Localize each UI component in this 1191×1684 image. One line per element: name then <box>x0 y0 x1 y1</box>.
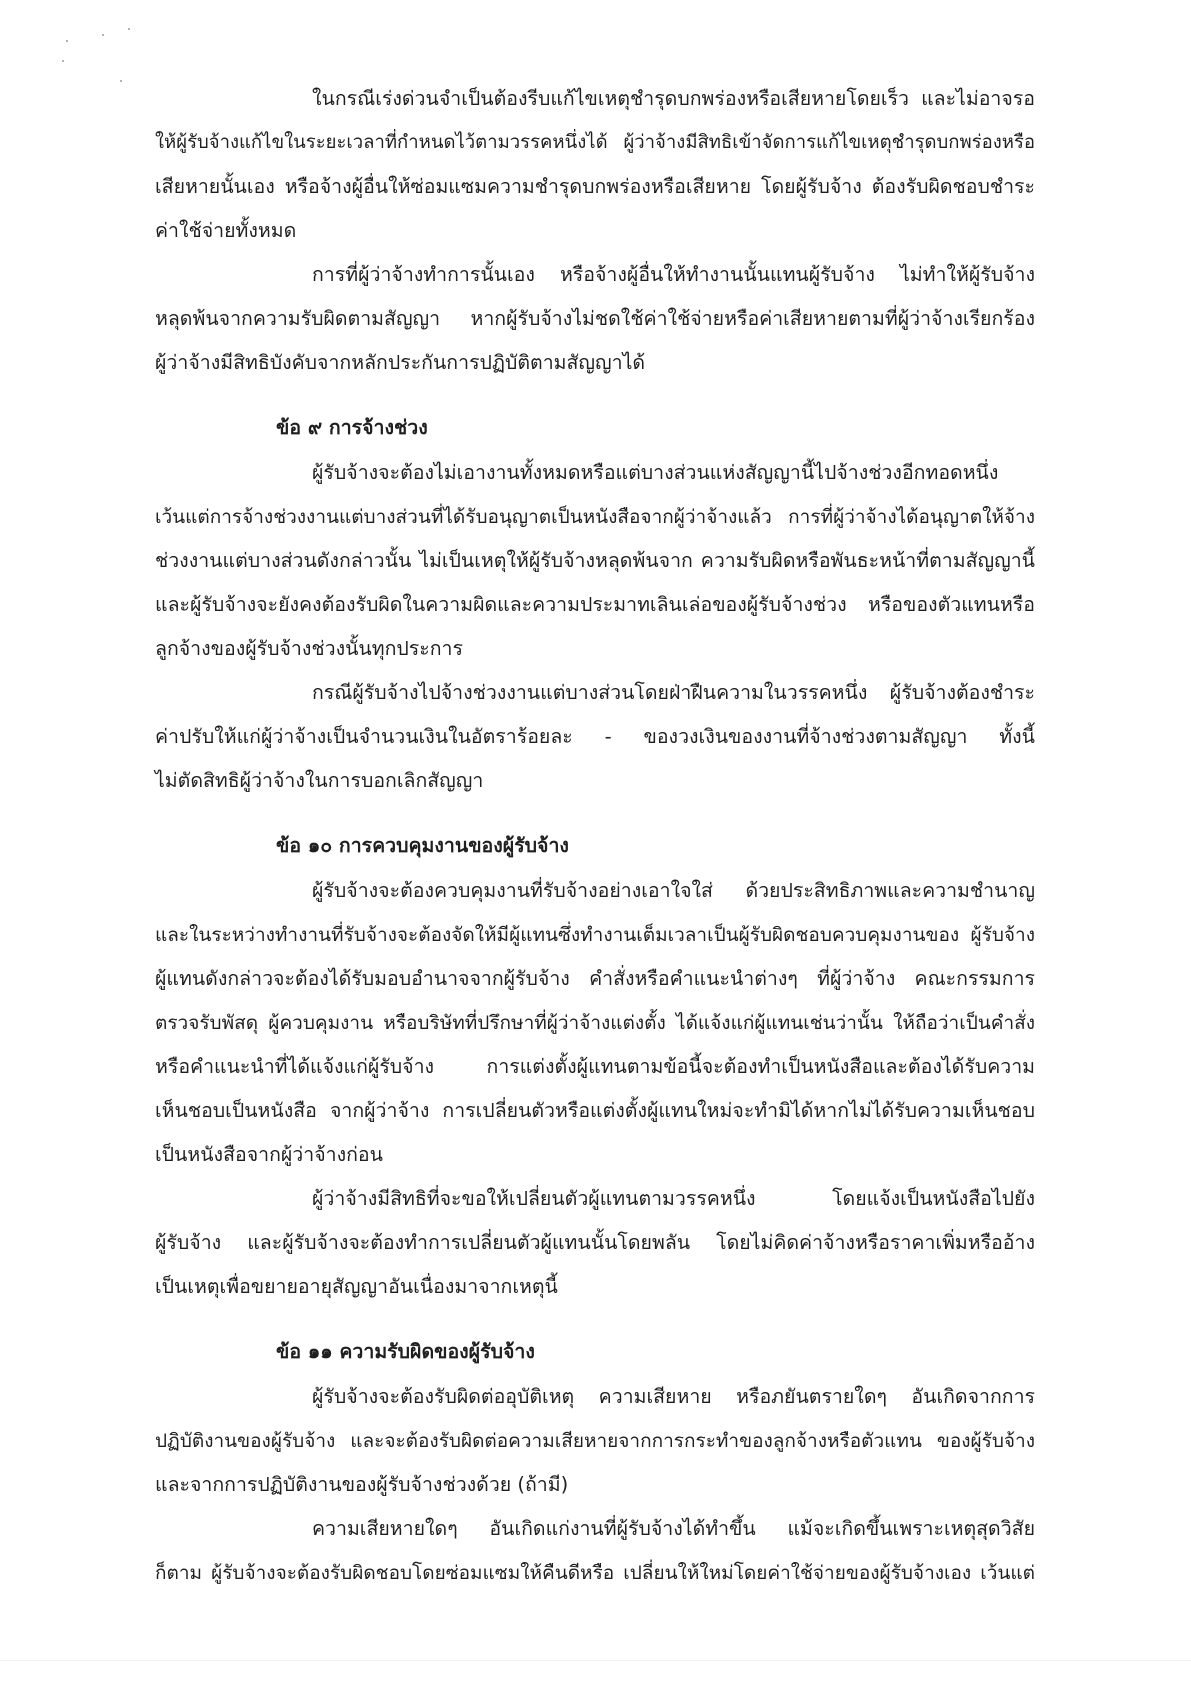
paragraph-line: ผู้แทนดังกล่าวจะต้องได้รับมอบอำนาจจากผู้รับจ้าง คำสั่งหรือคำแนะนำต่างๆ ที่ผู้ว่าจ้าง คณะกรรมการ <box>155 967 1035 990</box>
paragraph-line: การที่ผู้ว่าจ้างทำการนั้นเอง หรือจ้างผู้อื่นให้ทำงานนั้นแทนผู้รับจ้าง ไม่ทำให้ผู้รับจ้าง <box>312 263 1035 286</box>
paragraph-line: ความเสียหายใดๆ อันเกิดแก่งานที่ผู้รับจ้างได้ทำขึ้น แม้จะเกิดขึ้นเพราะเหตุสุดวิสัย <box>312 1517 1035 1540</box>
paragraph-line: กรณีผู้รับจ้างไปจ้างช่วงงานแต่บางส่วนโดยฝ่าฝืนความในวรรคหนึ่ง ผู้รับจ้างต้องชำระ <box>312 681 1035 704</box>
section-heading: ข้อ ๑๑ ความรับผิดของผู้รับจ้าง <box>276 1340 535 1363</box>
scan-speck <box>128 28 130 30</box>
paragraph-line: ผู้รับจ้างจะต้องรับผิดต่ออุบัติเหตุ ความเสียหาย หรือภยันตรายใดๆ อันเกิดจากการ <box>312 1385 1035 1408</box>
paragraph-line: เป็นเหตุเพื่อขยายอายุสัญญาอันเนื่องมาจากเหตุนี้ <box>155 1275 558 1298</box>
paragraph-line: ลูกจ้างของผู้รับจ้างช่วงนั้นทุกประการ <box>155 637 463 660</box>
paragraph-line: ผู้รับจ้างจะต้องไม่เอางานทั้งหมดหรือแต่บางส่วนแห่งสัญญานี้ไปจ้างช่วงอีกทอดหนึ่ง <box>312 461 999 484</box>
paragraph-line: และในระหว่างทำงานที่รับจ้างจะต้องจัดให้มีผู้แทนซึ่งทำงานเต็มเวลาเป็นผู้รับผิดชอบควบคุมงานของ ผู้รับจ้าง <box>155 924 1035 946</box>
scan-speck <box>62 60 64 62</box>
section-heading: ข้อ ๙ การจ้างช่วง <box>276 416 428 439</box>
paragraph-line: ก็ตาม ผู้รับจ้างจะต้องรับผิดชอบโดยซ่อมแซมให้คืนดีหรือ เปลี่ยนให้ใหม่โดยค่าใช้จ่ายของผู้รับจ้างเอง เว้นแต่ <box>155 1562 1035 1584</box>
paragraph-line: ในกรณีเร่งด่วนจำเป็นต้องรีบแก้ไขเหตุชำรุดบกพร่องหรือเสียหายโดยเร็ว และไม่อาจรอ <box>312 87 1035 110</box>
paragraph-line: ไม่ตัดสิทธิผู้ว่าจ้างในการบอกเลิกสัญญา <box>155 769 484 792</box>
paragraph-line: เสียหายนั้นเอง หรือจ้างผู้อื่นให้ซ่อมแซมความชำรุดบกพร่องหรือเสียหาย โดยผู้รับจ้าง ต้องรับผิดชอบชำระ <box>155 175 1035 198</box>
paragraph-line: ช่วงงานแต่บางส่วนดังกล่าวนั้น ไม่เป็นเหตุให้ผู้รับจ้างหลุดพ้นจาก ความรับผิดหรือพันธะหน้าที่ตามสัญญานี้ <box>155 549 1035 572</box>
paragraph-line: ผู้ว่าจ้างมีสิทธิบังคับจากหลักประกันการปฏิบัติตามสัญญาได้ <box>155 351 646 374</box>
paragraph-line: ผู้รับจ้างจะต้องควบคุมงานที่รับจ้างอย่างเอาใจใส่ ด้วยประสิทธิภาพและความชำนาญ <box>312 879 1035 902</box>
scan-speck <box>102 34 104 36</box>
paragraph-line: ปฏิบัติงานของผู้รับจ้าง และจะต้องรับผิดต่อความเสียหายจากการกระทำของลูกจ้างหรือตัวแทน ของผู้รับจ้าง <box>155 1430 1035 1452</box>
paragraph-line: เห็นชอบเป็นหนังสือ จากผู้ว่าจ้าง การเปลี่ยนตัวหรือแต่งตั้งผู้แทนใหม่จะทำมิได้หากไม่ได้รับความเห็นชอบ <box>155 1099 1035 1122</box>
paragraph-line: ค่าใช้จ่ายทั้งหมด <box>155 219 297 242</box>
paragraph-line: ผู้ว่าจ้างมีสิทธิที่จะขอให้เปลี่ยนตัวผู้แทนตามวรรคหนึ่ง โดยแจ้งเป็นหนังสือไปยัง <box>312 1187 1035 1210</box>
paragraph-line: ค่าปรับให้แก่ผู้ว่าจ้างเป็นจำนวนเงินในอัตราร้อยละ - ของวงเงินของงานที่จ้างช่วงตามสัญญา ทั้งนี้ <box>155 725 1035 748</box>
paragraph-line: และผู้รับจ้างจะยังคงต้องรับผิดในความผิดและความประมาทเลินเล่อของผู้รับจ้างช่วง หรือของตัวแทนหรือ <box>155 593 1035 616</box>
paragraph-line: ผู้รับจ้าง และผู้รับจ้างจะต้องทำการเปลี่ยนตัวผู้แทนนั้นโดยพลัน โดยไม่คิดค่าจ้างหรือราคาเพิ่มหรืออ้าง <box>155 1231 1035 1254</box>
scan-noise <box>58 22 148 92</box>
paragraph-line: หรือคำแนะนำที่ได้แจ้งแก่ผู้รับจ้าง การแต่งตั้งผู้แทนตามข้อนี้จะต้องทำเป็นหนังสือและต้องได้รับความ <box>155 1055 1035 1078</box>
section-heading: ข้อ ๑๐ การควบคุมงานของผู้รับจ้าง <box>276 834 569 857</box>
page-bottom-edge <box>0 1660 1191 1661</box>
paragraph-line: เว้นแต่การจ้างช่วงงานแต่บางส่วนที่ได้รับอนุญาตเป็นหนังสือจากผู้ว่าจ้างแล้ว การที่ผู้ว่าจ้างได้อนุญาตให้จ้าง <box>155 506 1035 528</box>
scan-speck <box>66 40 68 42</box>
paragraph-line: ให้ผู้รับจ้างแก้ไขในระยะเวลาที่กำหนดไว้ตามวรรคหนึ่งได้ ผู้ว่าจ้างมีสิทธิเข้าจัดการแก้ไขเหตุชำรุดบกพร่องหรือ <box>155 132 1035 153</box>
scan-speck <box>120 80 122 82</box>
paragraph-line: ตรวจรับพัสดุ ผู้ควบคุมงาน หรือบริษัทที่ปรึกษาที่ผู้ว่าจ้างแต่งตั้ง ได้แจ้งแก่ผู้แทนเช่นว่านั้น ให้ถือว่าเป็นคำสั่ง <box>155 1012 1035 1034</box>
paragraph-line: และจากการปฏิบัติงานของผู้รับจ้างช่วงด้วย (ถ้ามี) <box>155 1473 569 1496</box>
paragraph-line: หลุดพ้นจากความรับผิดตามสัญญา หากผู้รับจ้างไม่ชดใช้ค่าใช้จ่ายหรือค่าเสียหายตามที่ผู้ว่าจ้างเรียกร้อง <box>155 307 1035 330</box>
paragraph-line: เป็นหนังสือจากผู้ว่าจ้างก่อน <box>155 1143 383 1166</box>
